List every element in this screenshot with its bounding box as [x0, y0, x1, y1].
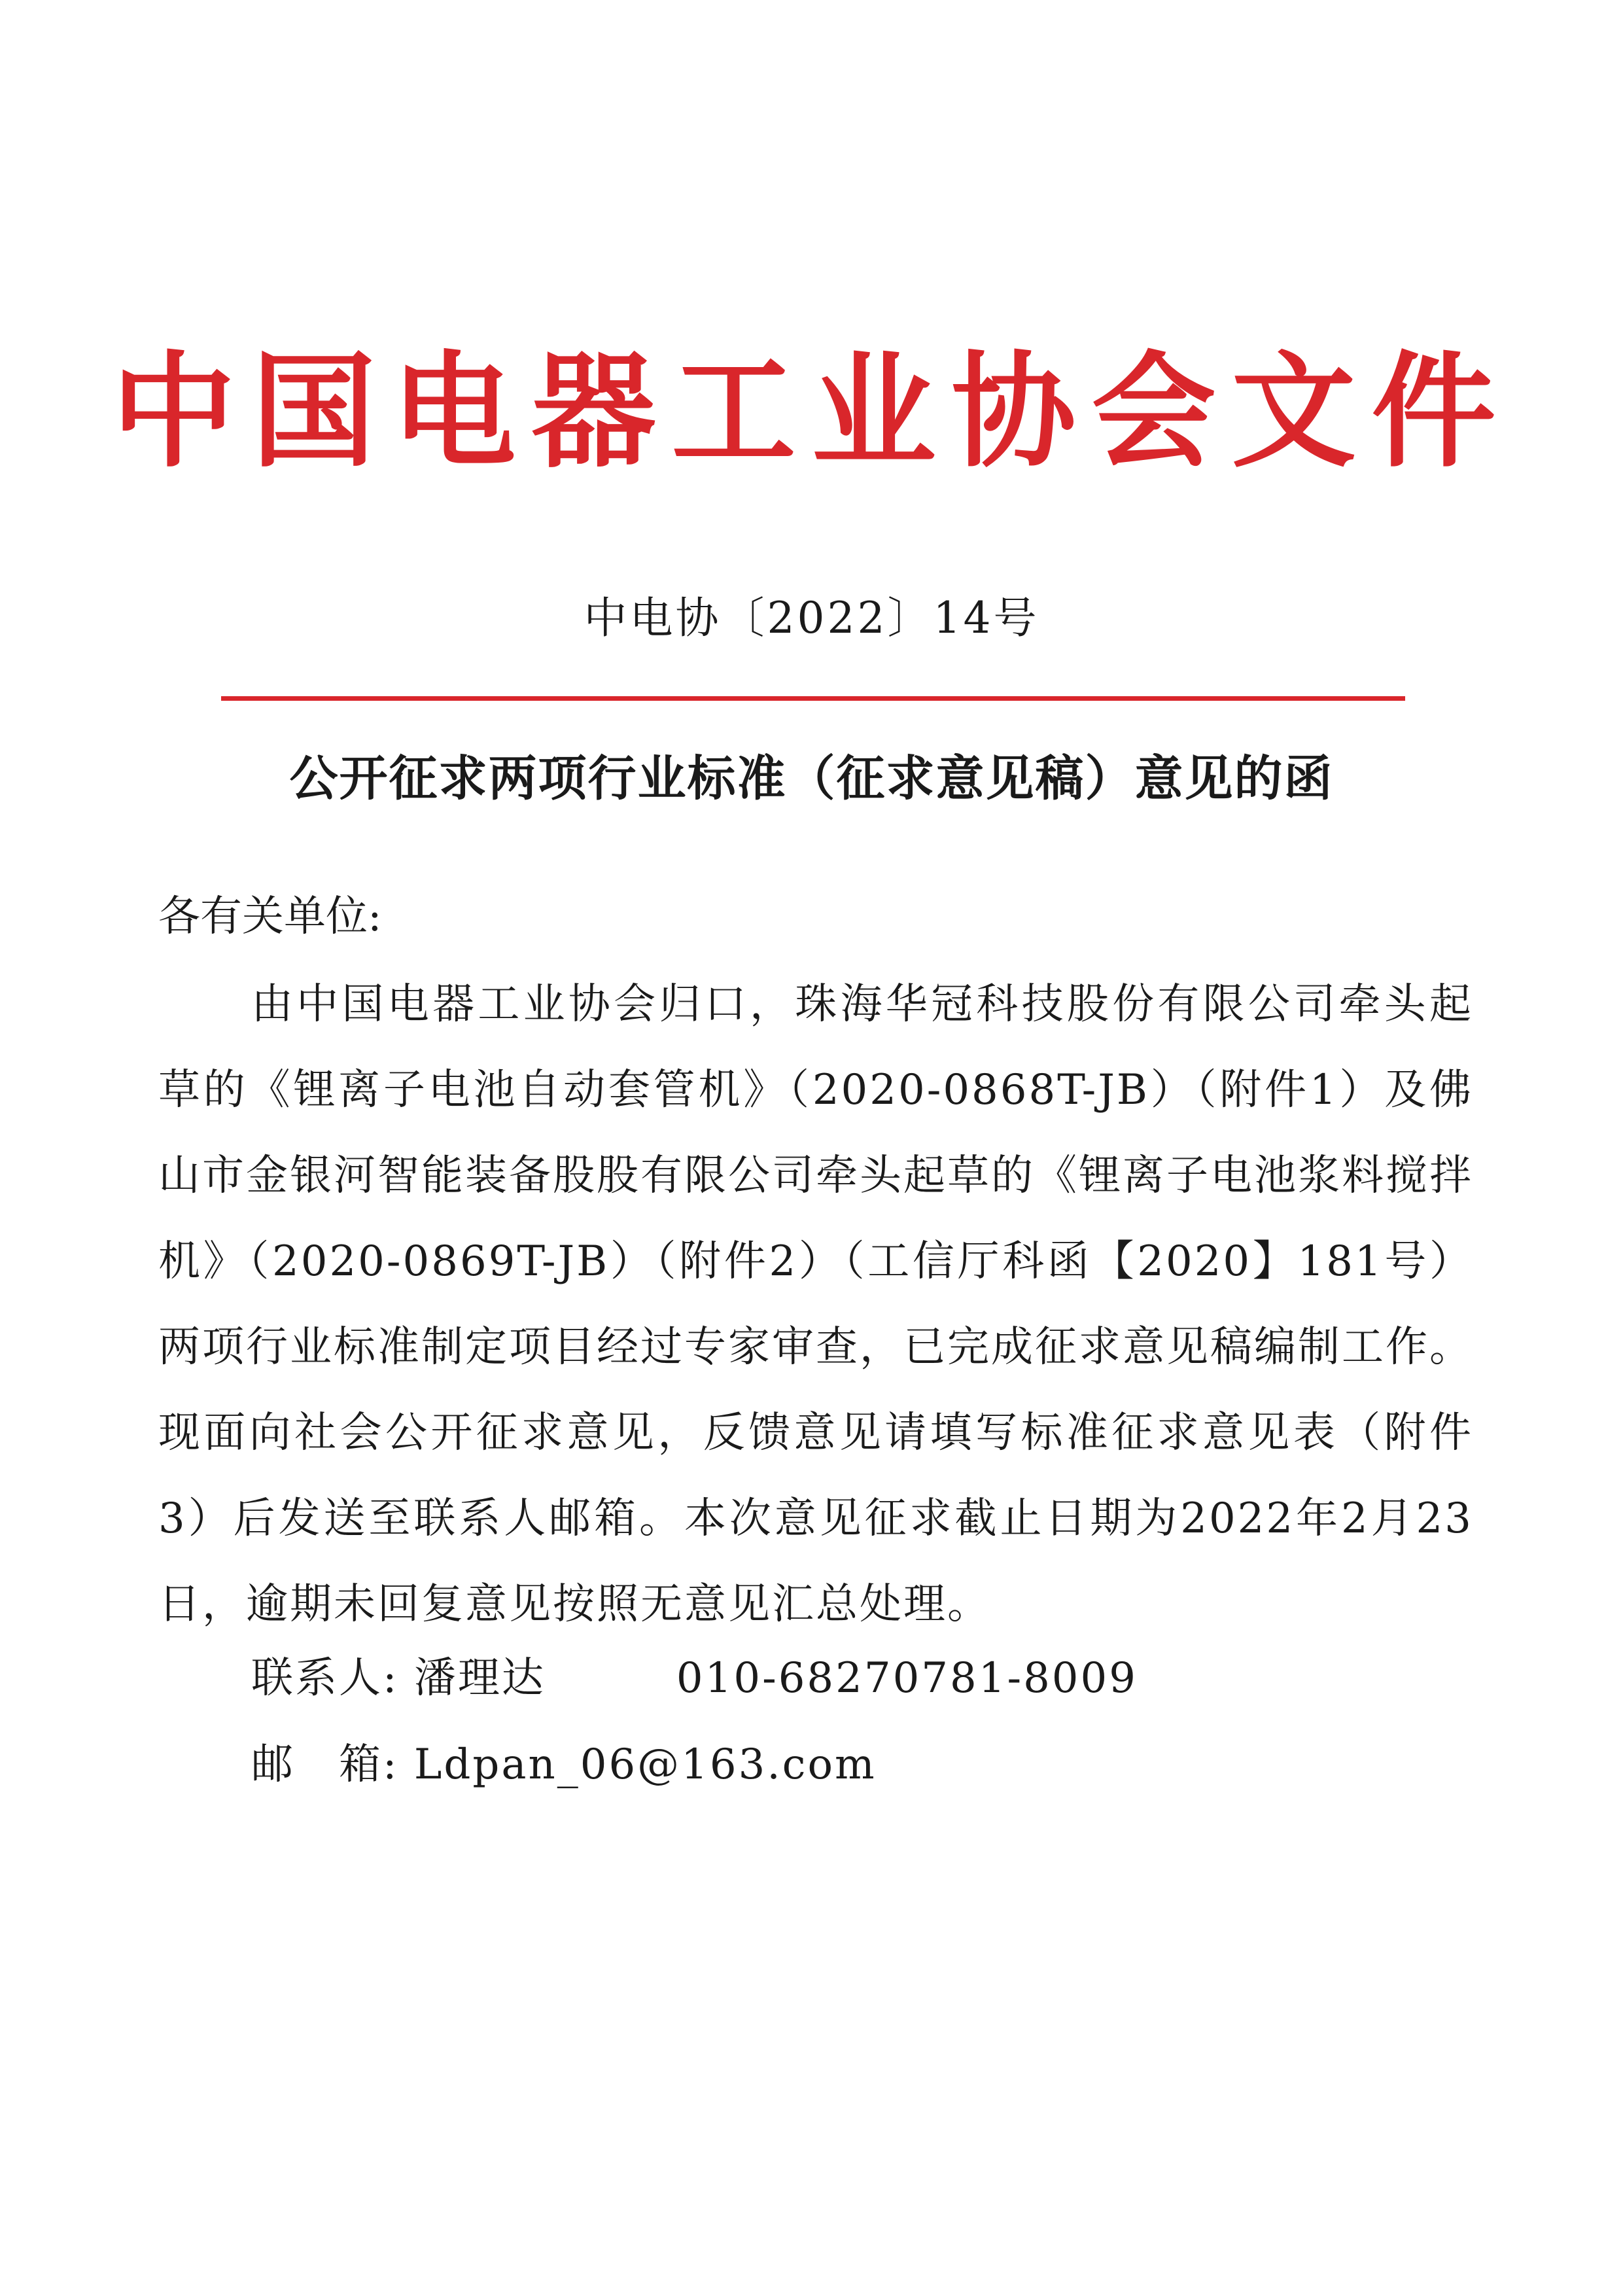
- masthead-title: 中国电器工业协会文件: [111, 340, 1512, 484]
- contact-person-label: 联系人:: [251, 1654, 399, 1703]
- red-divider-line: [221, 696, 1405, 701]
- body-paragraph: 由中国电器工业协会归口，珠海华冠科技股份有限公司牵头起草的《锂离子电池自动套管机》（2020-0868T-JB）（附件1）及佛山市金银河智能装备股股有限公司牵头起草的《锂离子电池浆料搅拌机》（2020-0869T-JB）（附件2）（工信厅科函【2020】181号）两项行业标准制定项目经过专家审查，已完成征求意见稿编制工作。现面向社会公开征求意见，反馈意见请填写标准征求意见表（附件3）后发送至联系人邮箱。本次意见征求截止日期为2022年2月23日，逾期未回复意见按照无意见汇总处理。: [158, 980, 1473, 1629]
- contact-email: Ldpan_06@163.com: [413, 1740, 877, 1789]
- contact-person-line: [251, 1649, 1138, 1708]
- salutation: 各有关单位:: [158, 892, 382, 941]
- contact-email-label: 邮 箱:: [251, 1740, 399, 1789]
- document-number: 中电协〔2022〕14号: [584, 593, 1039, 643]
- document-title: 公开征求两项行业标准（征求意见稿）意见的函: [289, 751, 1334, 807]
- contact-email-line: [251, 1735, 877, 1794]
- contact-phone: 010-68270781-8009: [676, 1654, 1138, 1703]
- contact-person-name: 潘理达: [413, 1654, 546, 1703]
